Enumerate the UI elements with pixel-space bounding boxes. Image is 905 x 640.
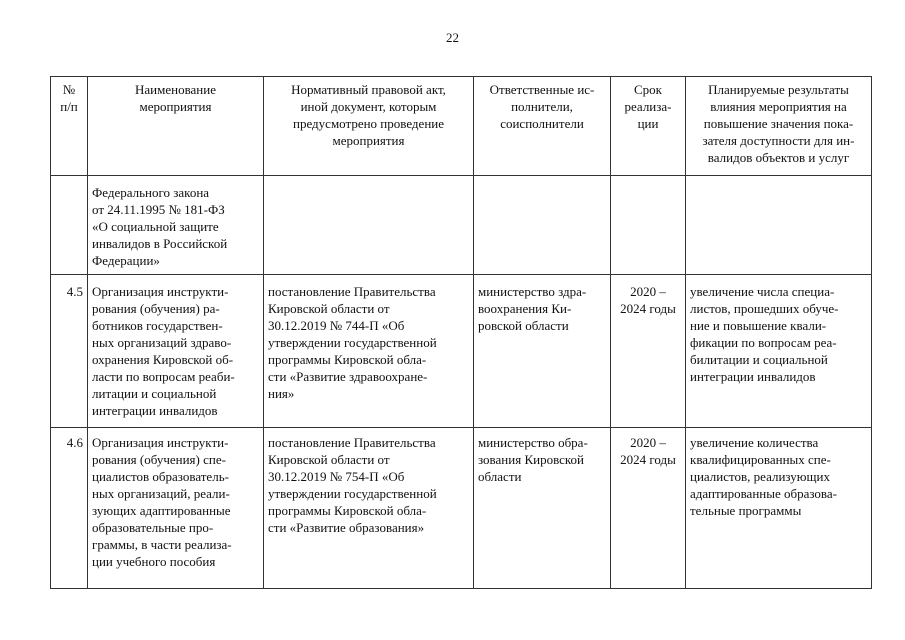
header-number: № п/п — [51, 77, 88, 176]
cell-term: 2020 – 2024 годы — [611, 428, 686, 589]
measures-table — [50, 76, 872, 589]
header-results: Планируемые результаты влияния мероприятия на повышение значения пока- зателя доступности для ин- валидов объектов и услуг — [686, 77, 872, 176]
page-number: 22 — [446, 30, 459, 45]
cell-responsible — [474, 176, 611, 275]
header-term: Срок реализа- ции — [611, 77, 686, 176]
table-row — [51, 176, 872, 275]
header-name: Наименование мероприятия — [88, 77, 264, 176]
cell-responsible: министерство обра- зования Кировской области — [474, 428, 611, 589]
header-responsible: Ответственные ис- полнители, соисполнители — [474, 77, 611, 176]
cell-results: увеличение количества квалифицированных спе- циалистов, реализующих адаптированные образова- тельные программы — [686, 428, 872, 589]
table-header-row — [51, 77, 872, 176]
cell-results: увеличение числа специа- листов, прошедших обуче- ние и повышение квали- фикации по вопросам реа- билитации и социальной интеграции инвалидов — [686, 275, 872, 428]
header-legal-act: Нормативный правовой акт, иной документ, которым предусмотрено проведение мероприятия — [264, 77, 474, 176]
cell-number: 4.6 — [51, 428, 88, 589]
cell-responsible: министерство здра- воохранения Ки- ровской области — [474, 275, 611, 428]
cell-term — [611, 176, 686, 275]
cell-name: Организация инструкти- рования (обучения) спе- циалистов образователь- ных организаций, реали- зующих адаптированные образовательные про- граммы, в части реализа- ции учебного пособия — [88, 428, 264, 589]
cell-name: Организация инструкти- рования (обучения) ра- ботников государствен- ных организаций здраво- охранения Кировской об- ласти по вопросам реаби- литации и социальной интеграции инвалидов — [88, 275, 264, 428]
cell-name: Федерального закона от 24.11.1995 № 181-ФЗ «О социальной защите инвалидов в Российской Федерации» — [88, 176, 264, 275]
cell-legal-act: постановление Правительства Кировской области от 30.12.2019 № 744-П «Об утверждении государственной программы Кировской обла- сти «Развитие здравоохране- ния» — [264, 275, 474, 428]
table-row — [51, 428, 872, 589]
cell-legal-act — [264, 176, 474, 275]
table-row — [51, 275, 872, 428]
cell-term: 2020 – 2024 годы — [611, 275, 686, 428]
cell-number — [51, 176, 88, 275]
cell-number: 4.5 — [51, 275, 88, 428]
cell-legal-act: постановление Правительства Кировской области от 30.12.2019 № 754-П «Об утверждении государственной программы Кировской обла- сти «Развитие образования» — [264, 428, 474, 589]
cell-results — [686, 176, 872, 275]
